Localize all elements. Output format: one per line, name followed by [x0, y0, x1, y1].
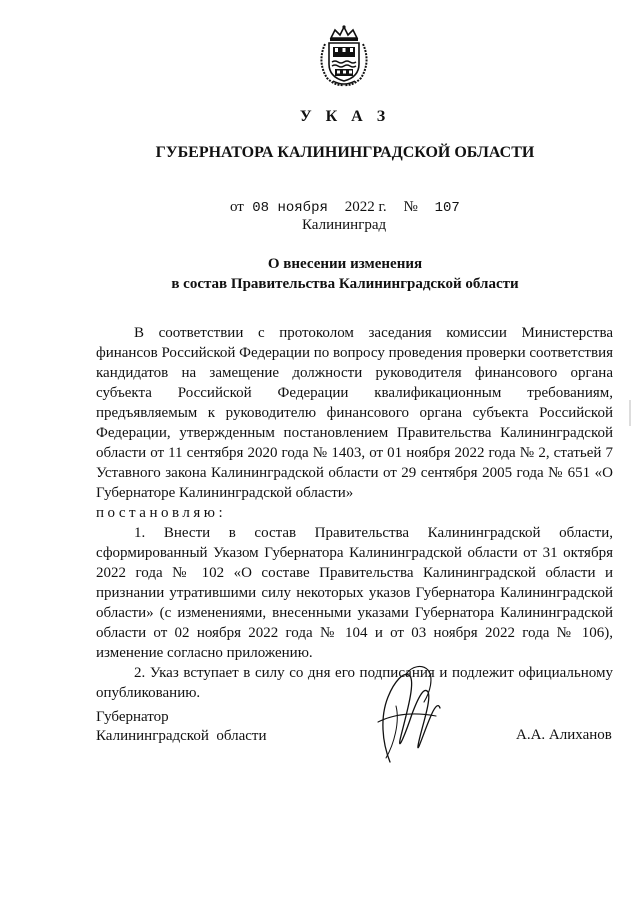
decree-title: У К А З: [299, 108, 391, 125]
decree-word: постановляю:: [96, 505, 227, 521]
date-value: 08 ноября: [252, 200, 328, 216]
coat-of-arms-icon: [313, 24, 375, 88]
date-prefix: от: [230, 199, 244, 215]
decree-body: [96, 323, 613, 703]
item-1-paragraph: 1. Внести в состав Правительства Калининградской области, сформированный Указом Губернатора Калининградской области от 31 октября 2022 года № 102 «О составе Правительства Калининградской области и признании утратившими силу некоторых указов Губернатора Калининградской области» (с изменениями, внесенными указами Губернатора Калининградской области от 02 ноября 2022 года № 104 и от 03 ноября 2022 года № 106), изменение согласно приложению.: [96, 525, 613, 661]
handwritten-signature-icon: [360, 662, 450, 767]
signatory-position: [96, 708, 267, 746]
item-2-paragraph: 2. Указ вступает в силу со дня его подписания и подлежит официальному опубликованию.: [96, 665, 613, 701]
subject-line-1: О внесении изменения: [267, 256, 423, 272]
signatory-name: А.А. Алиханов: [516, 727, 612, 743]
position-line-2: Калининградской области: [96, 728, 267, 744]
decree-number: 107: [434, 200, 460, 216]
position-line-1: Губернатор: [96, 709, 169, 725]
number-sign: №: [403, 199, 418, 215]
city: Калининград: [302, 217, 387, 233]
preamble-paragraph: В соответствии с протоколом заседания комиссии Министерства финансов Российской Федерации по вопросу проведения проверки соответствия кандидатов на замещение должности руководителя финансового органа субъекта Российской Федерации квалификационным требованиям, предъявляемым к руководителю финансового органа субъекта Российской Федерации, утвержденным постановлением Правительства Калининградской области от 11 сентября 2020 года № 1403, от 01 ноября 2022 года № 2, статьей 7 Уставного закона Калининградской области от 29 сентября 2005 года № 651 «О Губернаторе Калининградской области»: [96, 325, 613, 501]
decree-subject: [0, 254, 640, 294]
date-year: 2022 г.: [344, 199, 387, 215]
date-line: [230, 199, 460, 216]
margin-mark-icon: [627, 398, 633, 428]
issuer-title: ГУБЕРНАТОРА КАЛИНИНГРАДСКОЙ ОБЛАСТИ: [155, 144, 535, 161]
subject-line-2: в состав Правительства Калининградской области: [171, 276, 519, 292]
